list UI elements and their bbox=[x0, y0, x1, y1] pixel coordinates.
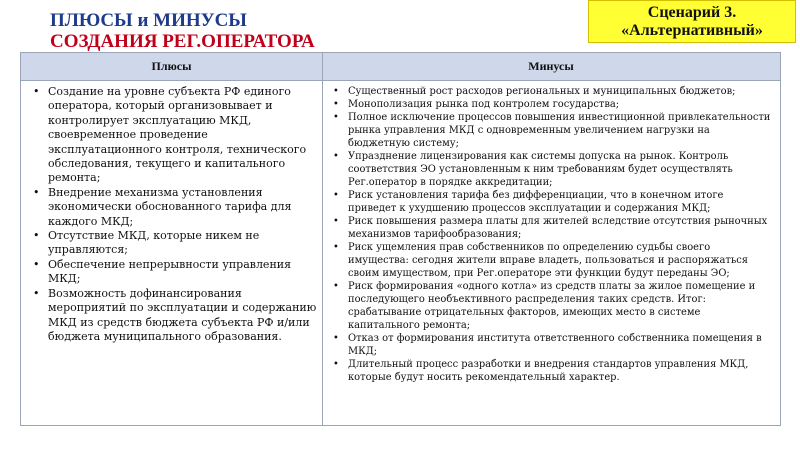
cons-list bbox=[327, 85, 774, 384]
pros-cons-table bbox=[20, 52, 781, 426]
pros-item: • Возможность дофинансирования мероприятий по эксплуатации и содержанию МКД из средств бюджета субъекта РФ и/или бюджета муниципального образования. bbox=[27, 287, 317, 345]
column-divider bbox=[322, 53, 323, 425]
cons-item: • Отказ от формирования института ответственного собственника помещения в МКД; bbox=[327, 332, 774, 358]
pros-item: • Обеспечение непрерывности управления МКД; bbox=[27, 258, 317, 287]
table-header-row bbox=[21, 53, 780, 81]
cons-item: • Полное исключение процессов повышения инвестиционной привлекательности рынка управления МКД с одновременным увеличением нагрузки на бюджетную систему; bbox=[327, 111, 774, 150]
pros-list bbox=[27, 85, 317, 344]
cons-item: • Монополизация рынка под контролем государства; bbox=[327, 98, 774, 111]
header-cons: Минусы bbox=[528, 59, 574, 73]
cons-item: • Существенный рост расходов региональных и муниципальных бюджетов; bbox=[327, 85, 774, 98]
header-pros: Плюсы bbox=[151, 59, 192, 73]
slide-title-line2: СОЗДАНИЯ РЕГ.ОПЕРАТОРА bbox=[50, 31, 315, 52]
pros-item: • Отсутствие МКД, которые никем не управляются; bbox=[27, 229, 317, 258]
cons-item: • Риск ущемления прав собственников по определению судьбы своего имущества: сегодня жители вправе владеть, пользоваться и распоряжаться своим имуществом, при Рег.операторе эти функции будут переданы ЭО; bbox=[327, 241, 774, 280]
scenario-badge-line2: «Альтернативный» bbox=[621, 22, 763, 39]
pros-item: • Внедрение механизма установления экономически обоснованного тарифа для каждого МКД; bbox=[27, 186, 317, 229]
slide-title bbox=[50, 10, 315, 52]
scenario-badge bbox=[588, 0, 796, 43]
cons-item: • Упразднение лицензирования как системы допуска на рынок. Контроль соответствия ЭО установленным к ним требованиям будет осуществлять Рег.оператор в порядке аккредитации; bbox=[327, 150, 774, 189]
pros-item: • Создание на уровне субъекта РФ единого оператора, который организовывает и контролирует эксплуатацию МКД, своевременное проведение эксплуатационного контроля, технического обследования, текущего и капитального ремонта; bbox=[27, 85, 317, 186]
cons-item: • Риск повышения размера платы для жителей вследствие отсутствия рыночных механизмов тарифообразования; bbox=[327, 215, 774, 241]
scenario-badge-line1: Сценарий 3. bbox=[647, 4, 737, 21]
slide-title-line1: ПЛЮСЫ и МИНУСЫ bbox=[50, 10, 247, 31]
cons-item: • Риск формирования «одного котла» из средств платы за жилое помещение и последующего необъективного распределения таких средств. Итог: срабатывание отрицательных факторов, имеющих место в системе капитального ремонта; bbox=[327, 280, 774, 332]
cons-item: • Риск установления тарифа без дифференциации, что в конечном итоге приведет к ухудшению процессов эксплуатации и содержания МКД; bbox=[327, 189, 774, 215]
cons-item: • Длительный процесс разработки и внедрения стандартов управления МКД, которые будут носить рекомендательный характер. bbox=[327, 358, 774, 384]
